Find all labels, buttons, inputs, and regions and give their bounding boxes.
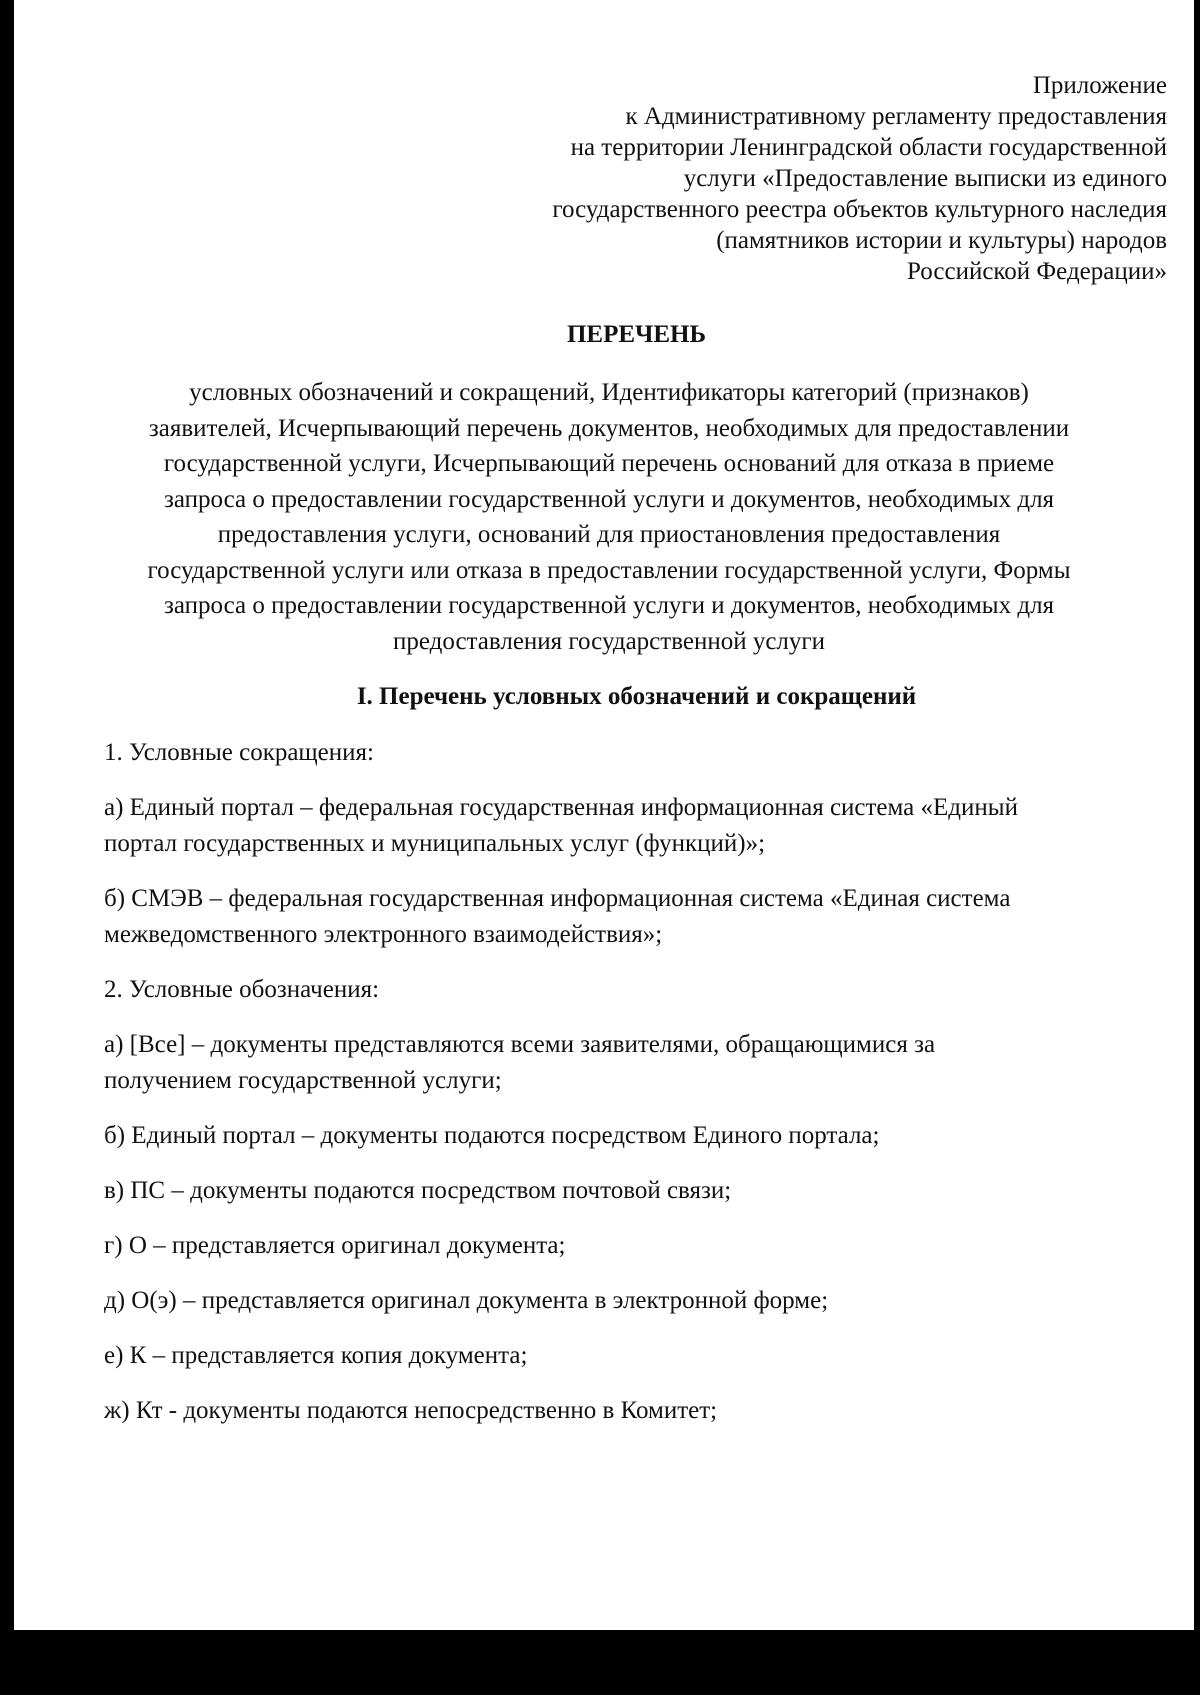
subtitle-line: предоставления услуги, оснований для приостановления предоставления: [217, 521, 1001, 548]
section-heading: I. Перечень условных обозначений и сокращений: [356, 683, 917, 710]
item-line: межведомственного электронного взаимодействия»;: [104, 920, 663, 948]
list-item: [104, 1228, 1164, 1264]
subtitle-line: запроса о предоставлении государственной услуги и документов, необходимых для: [163, 592, 1055, 619]
item-line: 1. Условные сокращения:: [104, 739, 374, 766]
approval-line: Российской Федерации»: [906, 258, 1167, 285]
list-item: [104, 881, 1164, 952]
item-line: 2. Условные обозначения:: [104, 976, 380, 1003]
list-item: [104, 1118, 1164, 1154]
item-line: портал государственных и муниципальных услуг (функций)»;: [104, 829, 766, 857]
item-line: получением государственной услуги;: [104, 1066, 502, 1094]
list-item: [104, 1283, 1164, 1319]
item-line: а) Единый портал – федеральная государственная информационная система «Единый: [104, 794, 1018, 821]
approval-line: Приложение: [1032, 72, 1167, 99]
item-line: б) СМЭВ – федеральная государственная информационная система «Единая система: [104, 885, 1011, 912]
item-line: д) О(э) – представляется оригинал документа в электронной форме;: [104, 1287, 829, 1314]
scan-border-bottom: [0, 1630, 1200, 1695]
list-item: [104, 972, 1164, 1008]
document-page: [14, 0, 1194, 1630]
subtitle-line: государственной услуги, Исчерпывающий перечень оснований для отказа в приеме: [163, 450, 1055, 477]
item-line: а) [Все] – документы представляются всеми заявителями, обращающимися за: [104, 1031, 936, 1058]
list-item: [104, 1027, 1164, 1098]
approval-line: на территории Ленинградской области государственной: [570, 134, 1167, 161]
item-line: ж) Кт - документы подаются непосредственно в Комитет;: [104, 1397, 718, 1424]
subtitle-line: государственной услуги или отказа в предоставлении государственной услуги, Формы: [147, 556, 1071, 584]
list-item: [104, 735, 1164, 771]
item-line: е) К – представляется копия документа;: [104, 1342, 528, 1369]
list-item: [104, 1338, 1164, 1374]
item-line: б) Единый портал – документы подаются посредством Единого портала;: [104, 1122, 880, 1149]
list-item: [104, 1173, 1164, 1209]
item-line: в) ПС – документы подаются посредством почтовой связи;: [104, 1177, 732, 1204]
list-item: [104, 790, 1164, 861]
subtitle-line: запроса о предоставлении государственной услуги и документов, необходимых для: [163, 485, 1055, 513]
scan-border-right: [1194, 0, 1200, 1695]
item-line: г) О – представляется оригинал документа;: [104, 1232, 566, 1259]
approval-block: [367, 70, 1167, 287]
list-item: [104, 1393, 1164, 1429]
subtitle-line: заявителей, Исчерпывающий перечень документов, необходимых для предоставлении: [148, 414, 1070, 442]
approval-line: к Административному регламенту предоставления: [625, 103, 1167, 130]
scan-border-left: [0, 0, 14, 1695]
subtitle-line: предоставления государственной услуги: [392, 627, 826, 655]
subtitle-line: условных обозначений и сокращений, Идентификаторы категорий (признаков): [189, 379, 1029, 406]
approval-line: услуги «Предоставление выписки из единого: [683, 165, 1167, 192]
document-title: ПЕРЕЧЕНЬ: [566, 321, 707, 348]
approval-line: государственного реестра объектов культурного наследия: [552, 196, 1167, 223]
document-subtitle: [104, 375, 1114, 659]
approval-line: (памятников истории и культуры) народов: [716, 227, 1167, 254]
